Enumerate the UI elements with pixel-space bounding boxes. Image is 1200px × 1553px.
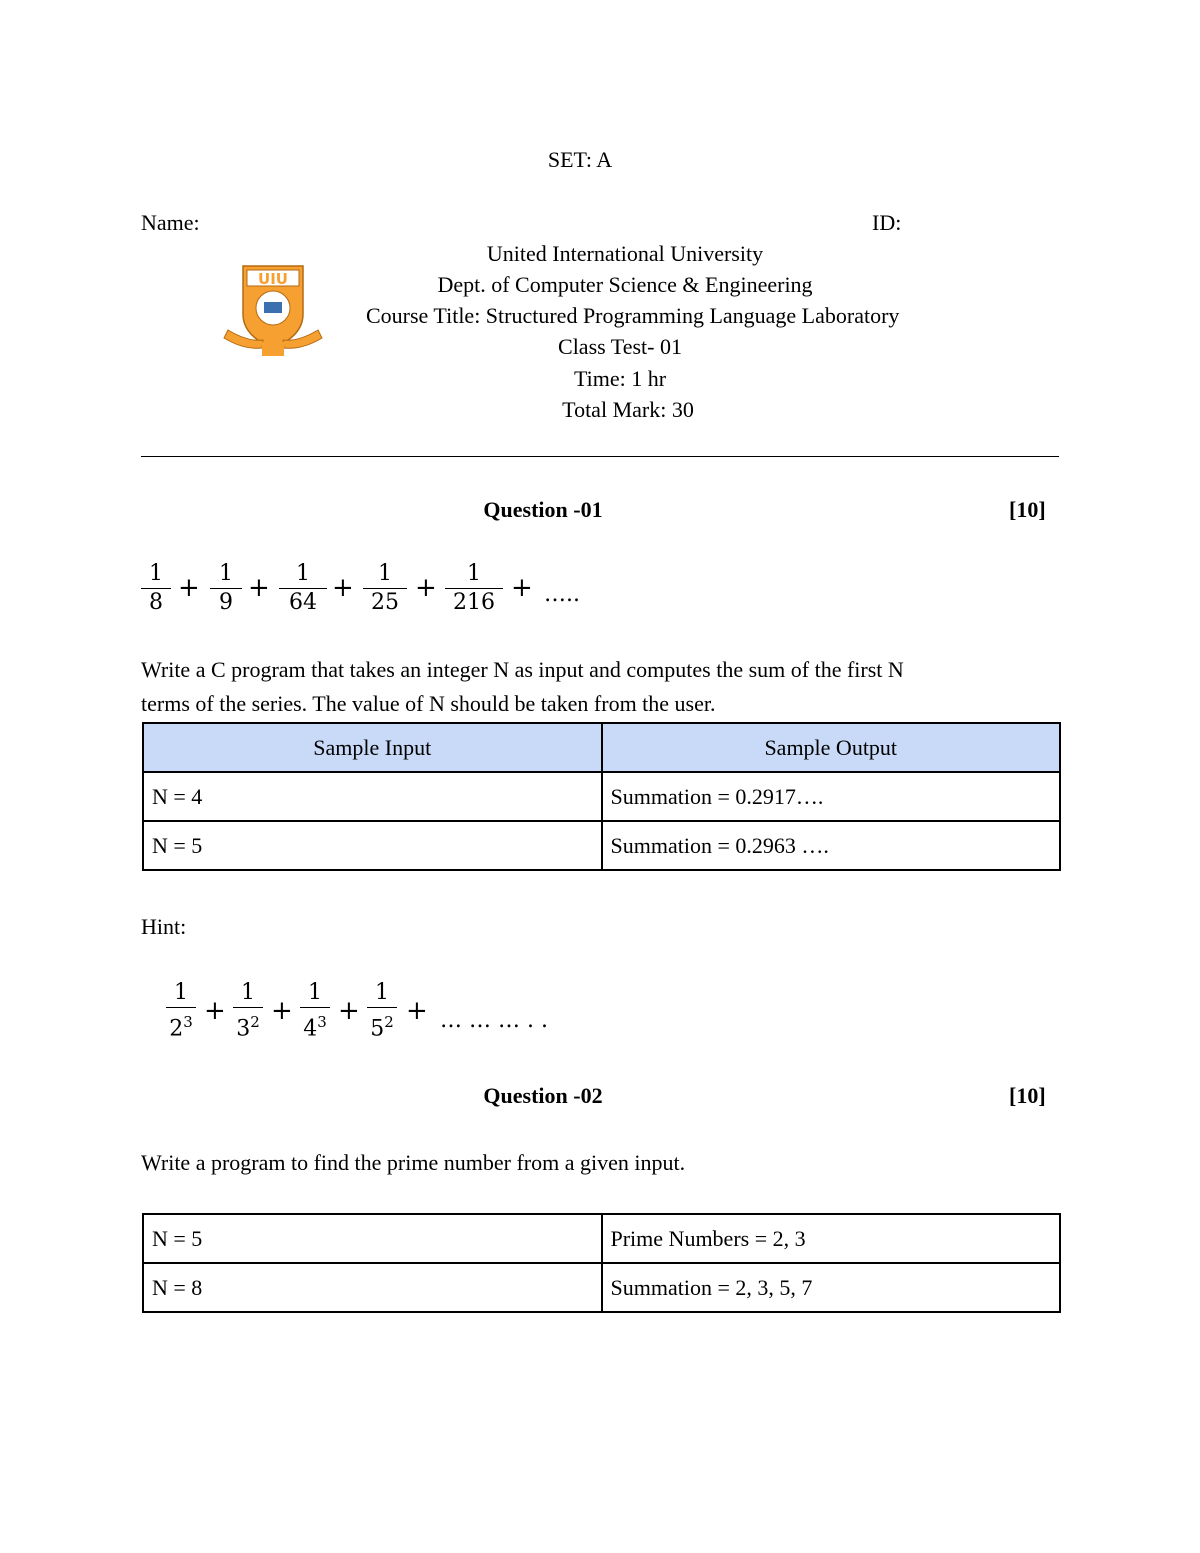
q2-title: Question -02 — [483, 1083, 603, 1108]
table-cell: N = 5 — [143, 821, 602, 870]
series-term: 1 8 — [141, 562, 171, 615]
q1-marks: [10] — [1009, 497, 1046, 522]
time-limit: Time: 1 hr — [573, 366, 667, 391]
table-cell: Summation = 0.2917…. — [602, 772, 1061, 821]
series-term: 1 9 — [210, 562, 242, 615]
id-label: ID: — [872, 210, 902, 235]
series-term: 1 216 — [445, 562, 503, 615]
q1-text-line1: Write a C program that takes an integer N as input and computes the sum of the first N — [141, 657, 904, 682]
table-cell: Summation = 0.2963 …. — [602, 821, 1061, 870]
table-header-row — [143, 723, 1060, 772]
plus-sign: + — [178, 573, 200, 603]
table-cell: Summation = 2, 3, 5, 7 — [602, 1263, 1061, 1312]
table-row — [143, 1263, 1060, 1312]
header-divider — [141, 456, 1059, 457]
hint-term: 1 $4^3$ — [300, 981, 330, 1041]
series-ellipsis: ….. — [544, 582, 580, 607]
q2-text: Write a program to find the prime number from a given input. — [141, 1150, 686, 1175]
table-header-cell: Sample Output — [602, 723, 1061, 772]
q1-title: Question -01 — [483, 497, 603, 522]
table-cell: N = 4 — [143, 772, 602, 821]
department-name: Dept. of Computer Science & Engineering — [437, 272, 813, 297]
series-term: 1 25 — [363, 562, 407, 615]
table-cell: N = 8 — [143, 1263, 602, 1312]
q1-text-line2: terms of the series. The value of N should be taken from the user. — [141, 691, 716, 716]
class-test: Class Test- 01 — [558, 334, 682, 359]
q2-marks: [10] — [1009, 1083, 1046, 1108]
table-row — [143, 1214, 1060, 1263]
table-cell: Prime Numbers = 2, 3 — [602, 1214, 1061, 1263]
series-term: 1 64 — [279, 562, 327, 615]
q2-sample-table — [142, 1213, 1061, 1313]
q1-sample-table — [142, 722, 1061, 871]
hint-term: 1 $2^3$ — [166, 981, 196, 1041]
hint-label: Hint: — [141, 914, 187, 939]
plus-sign: + — [406, 996, 428, 1026]
table-header-cell: Sample Input — [143, 723, 602, 772]
total-mark: Total Mark: 30 — [562, 397, 694, 422]
set-label: SET: A — [547, 147, 613, 172]
plus-sign: + — [204, 996, 226, 1026]
table-row — [143, 821, 1060, 870]
hint-ellipsis: … … … . . — [440, 1008, 548, 1033]
university-logo — [218, 262, 328, 360]
plus-sign: + — [271, 996, 293, 1026]
svg-text:UIU: UIU — [258, 270, 288, 288]
table-row — [143, 772, 1060, 821]
plus-sign: + — [511, 573, 533, 603]
course-title: Course Title: Structured Programming Language Laboratory — [366, 303, 900, 328]
plus-sign: + — [415, 573, 437, 603]
plus-sign: + — [332, 573, 354, 603]
hint-term: 1 $5^2$ — [367, 981, 397, 1041]
table-cell: N = 5 — [143, 1214, 602, 1263]
plus-sign: + — [248, 573, 270, 603]
hint-term: 1 $3^2$ — [233, 981, 263, 1041]
name-label: Name: — [141, 210, 200, 235]
plus-sign: + — [338, 996, 360, 1026]
university-name: United International University — [486, 241, 764, 266]
